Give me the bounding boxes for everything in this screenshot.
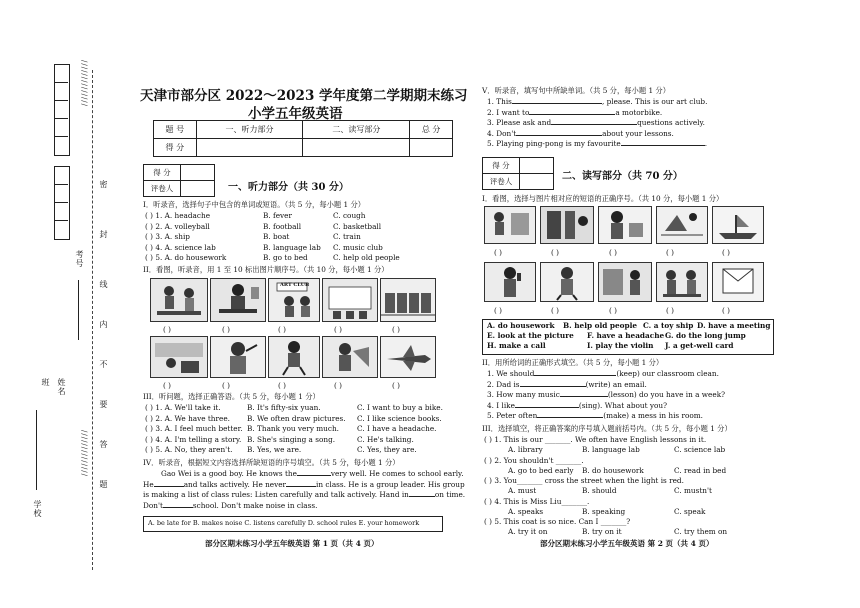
r3-option-a: A. speaks (508, 506, 544, 516)
r3-option-a: A. try it on (508, 527, 548, 536)
q2-picture-1 (150, 278, 208, 322)
q5-text: 4. Don't (487, 128, 517, 138)
q2-bracket[interactable]: ( ) (278, 381, 287, 390)
grader-score-cell[interactable] (181, 165, 215, 181)
blank-3[interactable] (286, 486, 316, 487)
score-table-header: 二、读写部分 (303, 121, 410, 139)
grader-cell[interactable] (520, 174, 554, 190)
q5-blank[interactable] (621, 145, 705, 146)
seal-char-6: 要 (99, 400, 108, 409)
q1-option-c: C. help old people (333, 253, 400, 262)
r3-option-b: B. should (582, 486, 617, 495)
seal-line (92, 70, 93, 570)
q4-passage (143, 469, 466, 511)
q2-picture-4 (322, 278, 378, 322)
q2-picture-8 (268, 336, 320, 378)
grader-score-cell[interactable] (520, 158, 554, 174)
q1-option-c: C. train (333, 232, 361, 241)
r2-text: 3. How many music (487, 390, 560, 399)
q1-item: ( ) 3. A. ship (145, 232, 190, 241)
r2-blank[interactable] (537, 417, 603, 418)
r1-picture-7 (540, 262, 594, 302)
r1-instruction: I．看图，选择与图片相对应的短语的正确序号。（共 10 分，每小题 1 分） (482, 194, 724, 203)
q3-option-c: C. I have a headache. (357, 424, 437, 433)
q5-blank[interactable] (551, 124, 637, 125)
r1-option: B. help old people (563, 321, 638, 330)
q1-option-b: B. language lab (263, 242, 321, 252)
q1-item: ( ) 5. A. do housework (145, 253, 227, 262)
r3-option-a: A. go to bed early (508, 465, 574, 475)
q5-text: 2. I want to (487, 107, 530, 117)
blank-5[interactable] (163, 507, 193, 508)
r3-question: ( ) 2. You shouldn't _______. (484, 455, 584, 465)
score-table-header: 题 号 (154, 121, 197, 139)
q2-bracket[interactable]: ( ) (222, 381, 231, 390)
r1-picture-6 (484, 262, 536, 302)
seal-dashes-lower: ////////////// (80, 430, 88, 478)
r1-bracket[interactable]: ( ) (609, 306, 618, 315)
seal-char-1: 密 (99, 180, 108, 189)
passage-text: Gao Wei is a good boy. He knows the (161, 469, 297, 478)
r2-text: 4. I like (487, 400, 515, 410)
q2-instruction: II．看图，听录音，用 1 至 10 标出图片顺序号。（共 10 分，每小题 1 分） (143, 265, 389, 274)
r1-bracket[interactable]: ( ) (494, 306, 503, 315)
passage-text: school. Don't make noise in class. (192, 500, 318, 510)
q5-text: questions actively. (637, 118, 705, 127)
q1-option-b: B. boat (263, 232, 290, 241)
label-name: 姓名 (57, 378, 66, 396)
q2-bracket[interactable]: ( ) (222, 325, 231, 334)
r3-question: ( ) 4. This is Miss Liu_______. (484, 496, 590, 506)
r1-picture-4 (656, 206, 708, 244)
q1-option-c: C. basketball (333, 221, 382, 231)
r1-picture-8 (598, 262, 652, 302)
q2-picture-10 (380, 336, 436, 378)
r1-picture-2 (540, 206, 594, 244)
seal-char-7: 答 (99, 440, 108, 449)
q2-bracket[interactable]: ( ) (163, 381, 172, 390)
q3-instruction: III．听问题，选择正确答语。（共 5 分，每小题 1 分） (143, 392, 320, 401)
passage-text: Don't (143, 500, 163, 510)
score-table (153, 120, 453, 157)
r2-blank[interactable] (534, 375, 616, 376)
grader-cell[interactable] (181, 181, 215, 197)
r1-bracket[interactable]: ( ) (666, 306, 675, 315)
r1-bracket[interactable]: ( ) (551, 306, 560, 315)
q5-text: , please. This is our art club. (601, 97, 708, 106)
passage-text: in class. He is a group leader. His group (316, 479, 465, 489)
grader-score-label: 得 分 (483, 158, 520, 174)
r2-text: 2. Dad is (487, 379, 520, 389)
passage-text: and talks actively. He never (183, 479, 287, 489)
q1-option-c: C. music club (333, 242, 383, 252)
grader-label: 评卷人 (144, 181, 181, 197)
q2-bracket[interactable]: ( ) (163, 325, 172, 334)
r2-text: (write) an email. (585, 379, 647, 389)
q1-item: ( ) 2. A. volleyball (145, 221, 210, 231)
r3-question: ( ) 3. You_______ cross the street when the light is red. (484, 476, 684, 485)
q1-option-b: B. football (263, 221, 302, 231)
r3-option-b: B. try on it (582, 527, 622, 536)
q3-option-b: B. It's fifty-six yuan. (247, 403, 321, 412)
r2-blank[interactable] (560, 396, 608, 397)
q1-instruction: I．听录音，选择句子中包含的单词或短语。（共 5 分，每小题 1 分） (143, 200, 366, 209)
q3-option-c: C. I want to buy a bike. (357, 403, 443, 412)
q1-item: ( ) 4. A. science lab (145, 242, 216, 252)
r2-text: (lesson) do you have in a week? (607, 390, 726, 399)
r3-option-c: C. read in bed (674, 465, 727, 475)
r3-option-a: A. must (508, 486, 537, 495)
q3-option-a: ( ) 2. A. We have three. (145, 413, 230, 423)
r1-option: G. do the long jump (665, 331, 746, 340)
passage-text: is making a list of class rules: Listen carefully and talk actively. Hand in (143, 490, 409, 499)
q5-text: 3. Please ask and (487, 118, 552, 127)
passage-text: He (143, 479, 154, 489)
q1-option-b: B. fever (263, 211, 292, 220)
score-table-header: 总 分 (410, 121, 453, 139)
q4-instruction: IV．听录音，根据短文内容选择所缺短语的序号填空。（共 5 分，每小题 1 分） (143, 458, 400, 467)
q3-option-c: C. Yes, they are. (357, 445, 417, 454)
r1-bracket[interactable]: ( ) (494, 248, 503, 257)
r3-option-c: C. try them on (674, 527, 728, 536)
r3-instruction: III．选择填空，将正确答案的序号填入题前括号内。（共 5 分，每小题 1 分） (482, 424, 732, 433)
score-table-header: 一、听力部分 (196, 121, 303, 139)
q3-list (145, 403, 445, 456)
r1-option: H. make a call (487, 341, 546, 350)
label-exam-no: 考号 (75, 250, 84, 268)
q1-item: ( ) 1. A. headache (145, 211, 211, 220)
r3-option-c: C. science lab (674, 445, 726, 454)
r2-list (487, 369, 757, 422)
page1-footer: 部分区期末练习小学五年级英语 第 1 页（共 4 页） (205, 539, 379, 548)
q2-picture-9 (322, 336, 378, 378)
r2-text: (keep) our classroom clean. (616, 369, 719, 378)
score-cell[interactable] (196, 139, 303, 157)
q3-option-b: B. We often draw pictures. (247, 413, 346, 423)
r1-option: F. have a headache (587, 331, 665, 340)
passage-text: on time. (434, 490, 466, 499)
score-table-row-label: 得 分 (154, 139, 197, 157)
seal-dashes: ////////////// (80, 60, 88, 108)
r2-text: (sing). What about you? (578, 400, 667, 410)
label-class: 班 (41, 378, 50, 387)
grader-box-2 (482, 157, 554, 190)
q3-option-a: ( ) 3. A. I feel much better. (145, 424, 243, 433)
q3-option-a: ( ) 5. A. No, they aren't. (145, 445, 233, 454)
q4-options-box: A. be late for B. makes noise C. listens carefully D. school rules E. your homework (143, 516, 443, 532)
r3-option-a: A. library (508, 445, 543, 454)
q2-bracket[interactable]: ( ) (278, 325, 287, 334)
q2-picture-7 (210, 336, 266, 378)
r1-picture-10 (712, 262, 764, 302)
r1-picture-1 (484, 206, 536, 244)
q5-text: 5. Playing ping-pong is my favourite (487, 139, 621, 148)
binding-margin (0, 0, 118, 608)
r3-option-b: B. speaking (582, 506, 626, 516)
grader-box (143, 164, 215, 197)
student-id-boxes (54, 64, 70, 156)
q5-blank[interactable] (516, 135, 602, 136)
student-id-boxes-lower (54, 166, 70, 240)
r1-picture-9 (656, 262, 708, 302)
q5-list (487, 97, 737, 150)
q3-option-b: B. Thank you very much. (247, 424, 339, 433)
r1-option: J. a get-well card (665, 341, 734, 350)
q5-blank[interactable] (512, 103, 602, 104)
r1-bracket[interactable]: ( ) (722, 248, 731, 257)
r2-blank[interactable] (515, 407, 579, 408)
blank-1[interactable] (297, 475, 331, 476)
q2-picture-2 (210, 278, 266, 322)
blank-4[interactable] (409, 496, 435, 497)
r2-blank[interactable] (520, 386, 586, 387)
q2-bracket[interactable]: ( ) (334, 325, 343, 334)
section-listening-title: 一、听力部分（共 30 分） (228, 182, 349, 193)
exam-title: 天津市部分区 2022～2023 学年度第二学期期末练习 (140, 88, 468, 104)
q5-text: 1. This (487, 97, 512, 106)
r2-text: (make) a mess in his room. (603, 411, 703, 420)
page2-footer: 部分区期末练习小学五年级英语 第 2 页（共 4 页） (540, 539, 714, 548)
grader-score-label: 得 分 (144, 165, 181, 181)
q2-bracket[interactable]: ( ) (334, 381, 343, 390)
q3-option-a: ( ) 1. A. We'll take it. (145, 403, 221, 412)
q5-instruction: V．听录音，填写句中所缺单词。（共 5 分，每小题 1 分） (482, 86, 671, 95)
q5-text: a motorbike. (615, 107, 663, 117)
section-reading-title: 二、读写部分（共 70 分） (562, 171, 683, 182)
label-school: 学校 (33, 500, 42, 518)
q3-option-c: C. He's talking. (357, 434, 414, 444)
r1-option: E. look at the picture (487, 331, 574, 340)
r1-option: D. have a meeting (697, 321, 771, 330)
q5-text: about your lessons. (602, 128, 674, 138)
q3-option-b: B. She's singing a song. (247, 434, 336, 444)
r3-option-b: B. do housework (582, 465, 644, 475)
q2-picture-6 (150, 336, 208, 378)
seal-char-5: 不 (99, 360, 108, 369)
q3-option-c: C. I like science books. (357, 413, 442, 423)
r1-bracket[interactable]: ( ) (666, 248, 675, 257)
r3-question: ( ) 1. This is our _______. We often have English lessons in it. (484, 435, 707, 444)
r1-picture-3 (598, 206, 652, 244)
r1-option: C. a toy ship (643, 321, 694, 330)
r3-option-c: C. speak (674, 506, 706, 516)
q2-bracket[interactable]: ( ) (392, 381, 401, 390)
passage-text: very well. He comes to school early. (330, 469, 464, 478)
r3-option-b: B. language lab (582, 445, 640, 454)
q2-bracket[interactable]: ( ) (392, 325, 401, 334)
blank-2[interactable] (154, 486, 184, 487)
q1-option-b: B. go to bed (263, 253, 308, 262)
seal-char-3: 线 (99, 280, 108, 289)
q1-list (145, 211, 445, 264)
exam-subtitle: 小学五年级英语 (248, 106, 343, 122)
r1-bracket[interactable]: ( ) (609, 248, 618, 257)
q2-picture-5 (380, 278, 436, 322)
grader-label: 评卷人 (483, 174, 520, 190)
q5-text: . (704, 139, 708, 148)
r1-option: A. do housework (487, 321, 555, 330)
r1-options-box (482, 319, 774, 355)
seal-char-8: 题 (99, 480, 108, 489)
r1-picture-5 (712, 206, 764, 244)
q5-blank[interactable] (529, 114, 615, 115)
r1-bracket[interactable]: ( ) (551, 248, 560, 257)
r2-text: 5. Peter often (487, 411, 538, 420)
q3-option-a: ( ) 4. A. I'm telling a story. (145, 434, 242, 444)
r1-bracket[interactable]: ( ) (722, 306, 731, 315)
q3-option-b: B. Yes, we are. (247, 445, 302, 454)
r3-option-c: C. mustn't (674, 486, 712, 495)
r1-option: I. play the violin (587, 341, 654, 350)
r3-question: ( ) 5. This coat is so nice. Can I _______? (484, 517, 631, 526)
q1-option-c: C. cough (333, 211, 366, 220)
r2-instruction: II．用所给词的正确形式填空。（共 5 分，每小题 1 分） (482, 358, 664, 367)
seal-char-4: 内 (99, 320, 108, 329)
seal-char-2: 封 (99, 230, 108, 239)
art-club-sign: ART CLUB (280, 282, 310, 288)
score-cell[interactable] (303, 139, 410, 157)
r2-text: 1. We should (487, 369, 535, 378)
score-cell[interactable] (410, 139, 453, 157)
r3-list (484, 435, 764, 538)
